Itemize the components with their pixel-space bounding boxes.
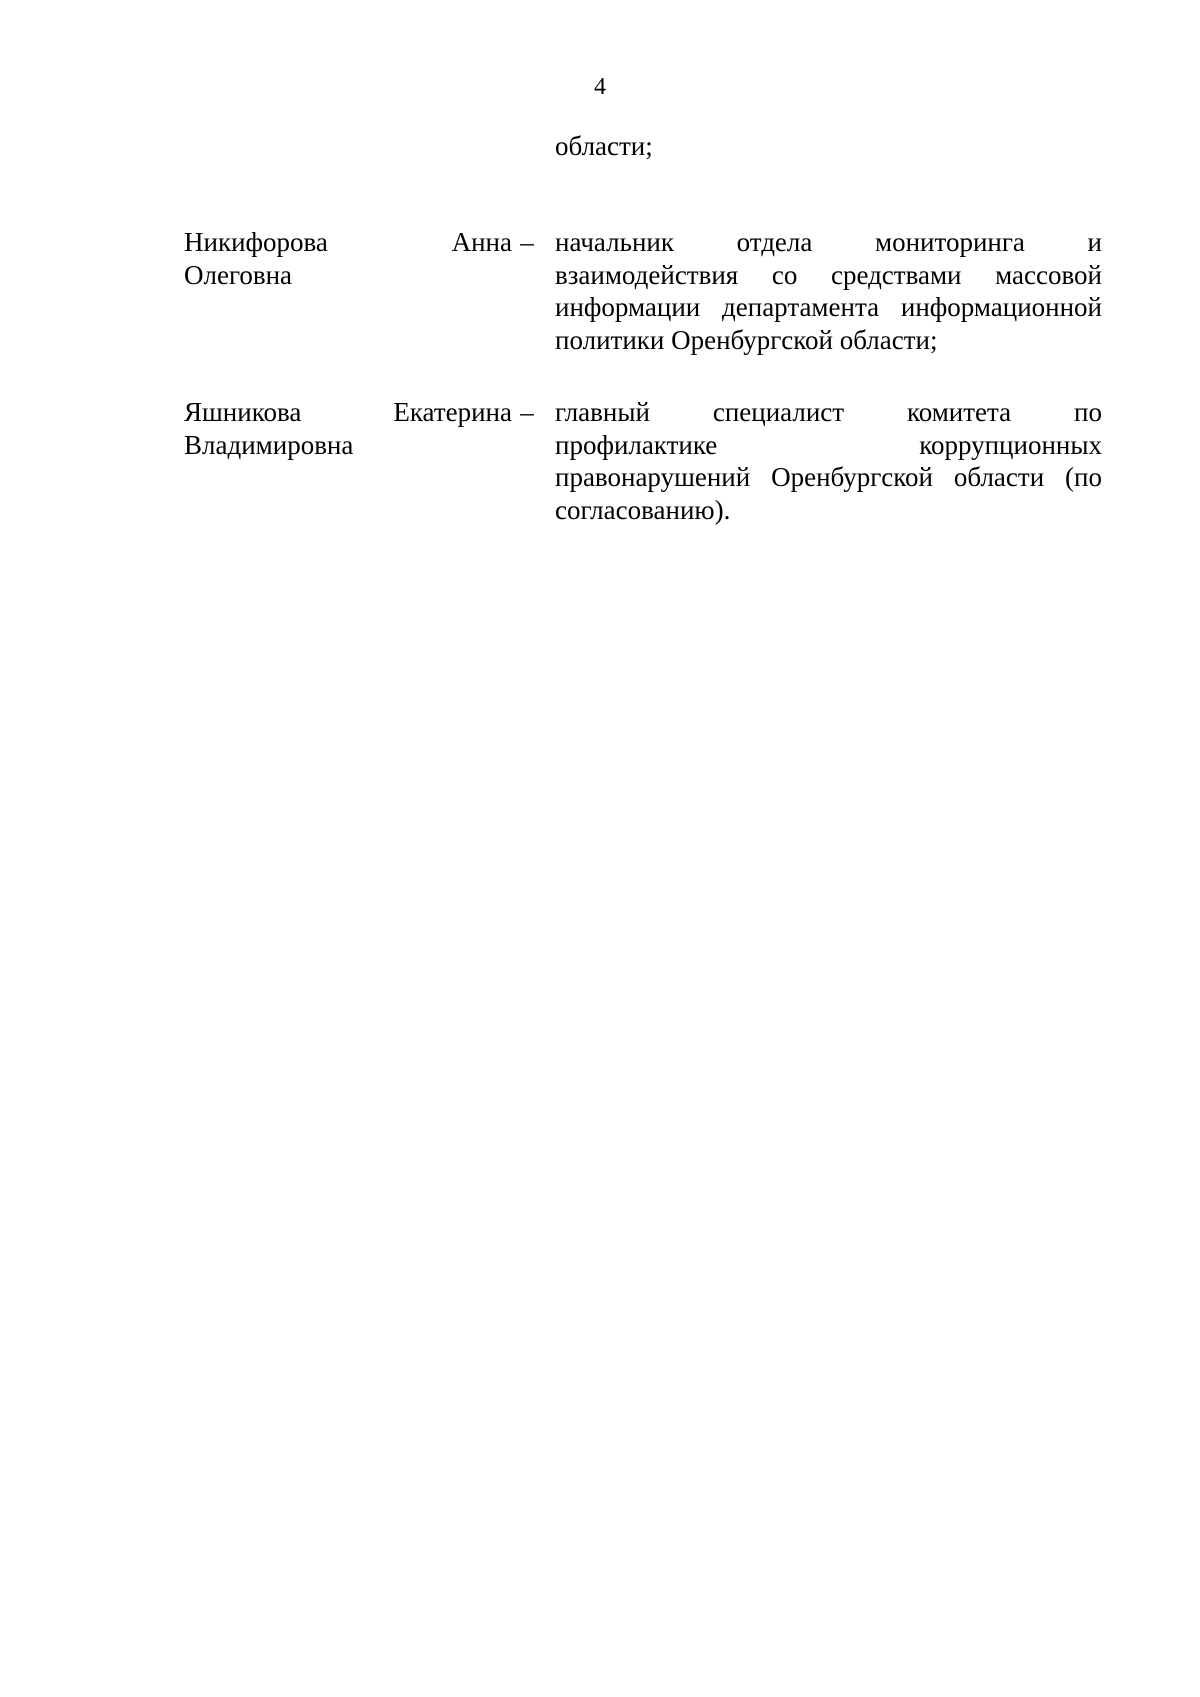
separator-dash: – — [520, 397, 534, 427]
continuation-text: области; — [555, 131, 653, 161]
member-position: главный специалист комитета по профилактике коррупционных правонарушений Оренбургской области (по согласованию). — [555, 397, 1102, 525]
member-name — [184, 226, 526, 291]
member-name-line2: Олеговна — [184, 259, 293, 290]
member-name — [184, 396, 526, 461]
page-number: 4 — [594, 74, 606, 100]
member-name-line1: Никифорова Анна — [184, 227, 512, 257]
separator-dash: – — [520, 227, 534, 257]
member-position: начальник отдела мониторинга и взаимодействия со средствами массовой информации департамента информационной политики Оренбургской области; — [555, 227, 1102, 355]
member-name-line1: Яшникова Екатерина — [184, 397, 512, 427]
member-name-line2: Владимировна — [184, 429, 354, 460]
